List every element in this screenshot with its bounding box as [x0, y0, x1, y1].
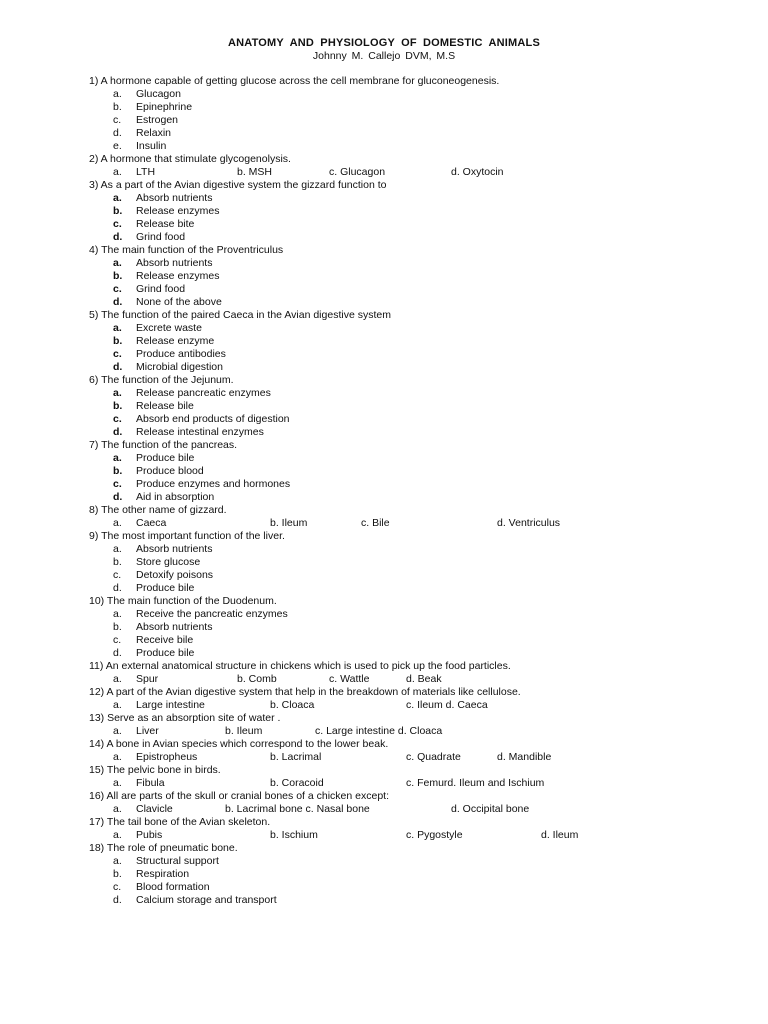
- option-text: Store glucose: [136, 556, 201, 568]
- option-text: Grind food: [136, 283, 186, 295]
- answer-option: [89, 426, 749, 439]
- option-text: Absorb nutrients: [136, 192, 213, 204]
- option-text: Pubis: [136, 829, 163, 841]
- option-text: c. Femurd. Ileum and Ischium: [406, 777, 545, 789]
- answer-option: [89, 400, 749, 413]
- option-text: Clavicle: [136, 803, 173, 815]
- option-letter: a.: [113, 803, 122, 815]
- answer-options-row: [89, 725, 749, 738]
- option-letter: b.: [113, 400, 123, 412]
- option-letter: c.: [113, 478, 122, 490]
- option-letter: b.: [113, 101, 122, 113]
- option-text: Fibula: [136, 777, 165, 789]
- option-text: Release intestinal enzymes: [136, 426, 264, 438]
- option-text: Release pancreatic enzymes: [136, 387, 271, 399]
- option-text: Produce bile: [136, 582, 195, 594]
- answer-option: [89, 478, 749, 491]
- option-text: Relaxin: [136, 127, 172, 139]
- question-text: 8) The other name of gizzard.: [89, 504, 227, 516]
- question-text: 15) The pelvic bone in birds.: [89, 764, 221, 776]
- option-text: Produce bile: [136, 452, 195, 464]
- answer-option: [89, 192, 749, 205]
- option-text: Estrogen: [136, 114, 179, 126]
- option-text: Excrete waste: [136, 322, 202, 334]
- option-text: Produce bile: [136, 647, 195, 659]
- question-text: 1) A hormone capable of getting glucose across the cell membrane for gluconeogenesis.: [89, 75, 500, 87]
- question-text: 11) An external anatomical structure in chickens which is used to pick up the food particles.: [89, 660, 511, 672]
- option-letter: d.: [113, 361, 123, 373]
- question-text: 6) The function of the Jejunum.: [89, 374, 234, 386]
- option-letter: a.: [113, 517, 122, 529]
- option-text: Absorb nutrients: [136, 257, 213, 269]
- answer-option: [89, 894, 749, 907]
- answer-option: [89, 855, 749, 868]
- option-text: Release enzymes: [136, 270, 220, 282]
- question-text: 18) The role of pneumatic bone.: [89, 842, 238, 854]
- answer-option: [89, 582, 749, 595]
- option-text: d. Occipital bone: [451, 803, 530, 815]
- option-letter: d.: [113, 894, 122, 906]
- option-text: Large intestine: [136, 699, 205, 711]
- answer-option: [89, 257, 749, 270]
- option-text: c. Ileum d. Caeca: [406, 699, 488, 711]
- option-letter: d.: [113, 231, 123, 243]
- option-letter: d.: [113, 426, 123, 438]
- answer-option: [89, 283, 749, 296]
- option-letter: c.: [113, 218, 122, 230]
- answer-option: [89, 322, 749, 335]
- answer-option: [89, 127, 749, 140]
- option-text: Release enzyme: [136, 335, 215, 347]
- answer-option: [89, 114, 749, 127]
- option-text: Caeca: [136, 517, 167, 529]
- option-text: Aid in absorption: [136, 491, 215, 503]
- option-text: Spur: [136, 673, 159, 685]
- question-text: 12) A part of the Avian digestive system that help in the breakdown of materials like cellulose.: [89, 686, 521, 698]
- option-letter: c.: [113, 881, 122, 893]
- option-letter: b.: [113, 556, 122, 568]
- option-letter: c.: [113, 348, 122, 360]
- option-letter: b.: [113, 335, 123, 347]
- option-text: b. Ileum: [225, 725, 263, 737]
- answer-option: [89, 88, 749, 101]
- option-letter: a.: [113, 543, 122, 555]
- option-letter: a.: [113, 322, 122, 334]
- option-text: d. Oxytocin: [451, 166, 504, 178]
- option-text: b. Coracoid: [270, 777, 324, 789]
- option-text: Receive the pancreatic enzymes: [136, 608, 288, 620]
- question-text: 4) The main function of the Proventriculus: [89, 244, 284, 256]
- answer-option: [89, 348, 749, 361]
- answer-option: [89, 634, 749, 647]
- question-text: 14) A bone in Avian species which correspond to the lower beak.: [89, 738, 389, 750]
- option-text: c. Glucagon: [329, 166, 386, 178]
- option-letter: c.: [113, 283, 122, 295]
- option-letter: a.: [113, 608, 122, 620]
- option-letter: c.: [113, 634, 122, 646]
- option-letter: a.: [113, 673, 122, 685]
- question-text: 7) The function of the pancreas.: [89, 439, 238, 451]
- option-text: Glucagon: [136, 88, 181, 100]
- option-letter: d.: [113, 491, 123, 503]
- answer-option: [89, 296, 749, 309]
- option-text: Microbial digestion: [136, 361, 223, 373]
- option-text: c. Quadrate: [406, 751, 461, 763]
- answer-options-row: [89, 699, 749, 712]
- option-letter: b.: [113, 621, 122, 633]
- answer-option: [89, 452, 749, 465]
- option-letter: c.: [113, 114, 122, 126]
- option-letter: a.: [113, 751, 122, 763]
- answer-options-row: [89, 166, 749, 179]
- option-letter: b.: [113, 270, 123, 282]
- option-letter: c.: [113, 413, 122, 425]
- option-text: Detoxify poisons: [136, 569, 214, 581]
- option-letter: a.: [113, 387, 122, 399]
- option-text: b. MSH: [237, 166, 273, 178]
- option-text: Absorb nutrients: [136, 621, 213, 633]
- option-letter: a.: [113, 699, 122, 711]
- option-letter: d.: [113, 647, 122, 659]
- option-letter: a.: [113, 192, 122, 204]
- option-text: Produce enzymes and hormones: [136, 478, 291, 490]
- option-text: d. Ileum: [541, 829, 579, 841]
- question-text: 16) All are parts of the skull or cranial bones of a chicken except:: [89, 790, 389, 802]
- option-text: Blood formation: [136, 881, 210, 893]
- option-text: Release bile: [136, 400, 194, 412]
- option-text: b. Lacrimal: [270, 751, 322, 763]
- option-text: Respiration: [136, 868, 190, 880]
- option-text: Release bite: [136, 218, 195, 230]
- answer-option: [89, 361, 749, 374]
- option-text: b. Comb: [237, 673, 277, 685]
- document-title: ANATOMY AND PHYSIOLOGY OF DOMESTIC ANIMALS: [227, 37, 541, 49]
- document-author: Johnny M. Callejo DVM, M.S: [312, 50, 456, 62]
- question-text: 3) As a part of the Avian digestive system the gizzard function to: [89, 179, 387, 191]
- option-text: Release enzymes: [136, 205, 220, 217]
- option-letter: b.: [113, 465, 123, 477]
- option-letter: b.: [113, 205, 123, 217]
- option-text: b. Cloaca: [270, 699, 315, 711]
- option-letter: a.: [113, 88, 122, 100]
- question-text: 2) A hormone that stimulate glycogenolysis.: [89, 153, 291, 165]
- option-text: Produce antibodies: [136, 348, 226, 360]
- option-text: b. Ileum: [270, 517, 308, 529]
- option-text: Epistropheus: [136, 751, 198, 763]
- option-text: None of the above: [136, 296, 222, 308]
- option-letter: a.: [113, 257, 122, 269]
- answer-options-row: [89, 777, 749, 790]
- option-text: Structural support: [136, 855, 219, 867]
- option-letter: a.: [113, 855, 122, 867]
- option-text: Insulin: [136, 140, 167, 152]
- option-text: b. Lacrimal bone c. Nasal bone: [225, 803, 370, 815]
- option-text: d. Beak: [406, 673, 442, 685]
- answer-option: [89, 413, 749, 426]
- option-text: Grind food: [136, 231, 186, 243]
- question-text: 9) The most important function of the liver.: [89, 530, 285, 542]
- option-letter: a.: [113, 777, 122, 789]
- answer-option: [89, 465, 749, 478]
- answer-options-row: [89, 517, 749, 530]
- option-text: Produce blood: [136, 465, 204, 477]
- option-text: c. Large intestine d. Cloaca: [315, 725, 443, 737]
- option-letter: d.: [113, 582, 122, 594]
- answer-option: [89, 881, 749, 894]
- answer-option: [89, 868, 749, 881]
- answer-option: [89, 621, 749, 634]
- answer-options-row: [89, 673, 749, 686]
- option-text: d. Mandible: [497, 751, 552, 763]
- answer-option: [89, 608, 749, 621]
- answer-options-row: [89, 803, 749, 816]
- answer-option: [89, 647, 749, 660]
- question-text: 13) Serve as an absorption site of water .: [89, 712, 281, 724]
- answer-option: [89, 140, 749, 153]
- answer-option: [89, 556, 749, 569]
- option-letter: b.: [113, 868, 122, 880]
- option-letter: d.: [113, 127, 122, 139]
- option-text: Calcium storage and transport: [136, 894, 277, 906]
- option-letter: a.: [113, 452, 122, 464]
- option-text: Absorb nutrients: [136, 543, 213, 555]
- answer-option: [89, 270, 749, 283]
- answer-option: [89, 231, 749, 244]
- option-letter: a.: [113, 166, 122, 178]
- option-text: c. Pygostyle: [406, 829, 463, 841]
- option-letter: a.: [113, 829, 122, 841]
- option-text: Receive bile: [136, 634, 194, 646]
- answer-options-row: [89, 829, 749, 842]
- answer-option: [89, 387, 749, 400]
- answer-option: [89, 569, 749, 582]
- question-text: 10) The main function of the Duodenum.: [89, 595, 277, 607]
- option-letter: d.: [113, 296, 123, 308]
- answer-option: [89, 218, 749, 231]
- answer-option: [89, 543, 749, 556]
- option-text: d. Ventriculus: [497, 517, 561, 529]
- option-text: LTH: [136, 166, 156, 178]
- answer-options-row: [89, 751, 749, 764]
- answer-option: [89, 491, 749, 504]
- answer-option: [89, 101, 749, 114]
- answer-option: [89, 205, 749, 218]
- option-text: Liver: [136, 725, 159, 737]
- option-letter: a.: [113, 725, 122, 737]
- option-text: Epinephrine: [136, 101, 193, 113]
- option-text: b. Ischium: [270, 829, 318, 841]
- option-text: Absorb end products of digestion: [136, 413, 290, 425]
- answer-option: [89, 335, 749, 348]
- option-text: c. Wattle: [329, 673, 370, 685]
- option-letter: e.: [113, 140, 122, 152]
- question-list: [89, 75, 749, 907]
- option-text: c. Bile: [361, 517, 390, 529]
- question-text: 5) The function of the paired Caeca in the Avian digestive system: [89, 309, 391, 321]
- question-text: 17) The tail bone of the Avian skeleton.: [89, 816, 271, 828]
- option-letter: c.: [113, 569, 122, 581]
